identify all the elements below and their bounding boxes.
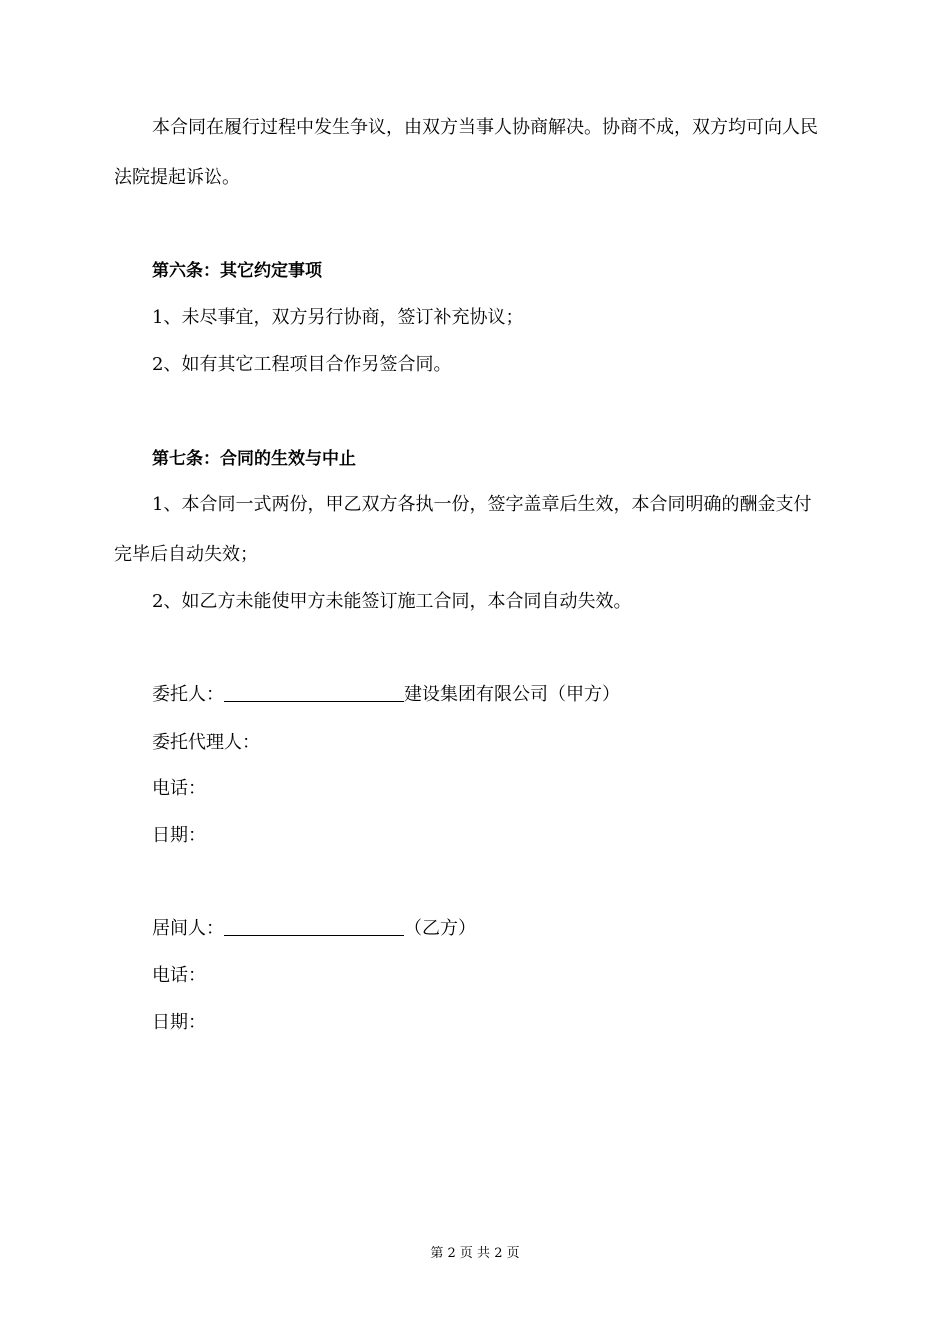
article-6-item-1: 1、未尽事宜，双方另行协商，签订补充协议； <box>152 307 524 328</box>
party-b-date: 日期： <box>152 1012 206 1033</box>
party-a-name-blank <box>224 683 404 702</box>
dispute-paragraph-line-2: 法院提起诉讼。 <box>114 167 240 188</box>
article-7-heading: 第七条：合同的生效与中止 <box>152 449 356 469</box>
dispute-paragraph-line-1: 本合同在履行过程中发生争议，由双方当事人协商解决。协商不成，双方均可向人民 <box>152 117 818 138</box>
article-7-item-2: 2、如乙方未能使甲方未能签订施工合同，本合同自动失效。 <box>152 591 632 612</box>
party-a-phone: 电话： <box>152 778 206 799</box>
party-a-suffix: 建设集团有限公司（甲方） <box>404 684 620 705</box>
party-b-signature-line <box>152 917 476 941</box>
article-6-heading: 第六条：其它约定事项 <box>152 261 322 281</box>
page-footer: 第 2 页 共 2 页 <box>430 1246 520 1261</box>
party-b-phone: 电话： <box>152 965 206 986</box>
article-7-item-1-line-1: 1、本合同一式两份，甲乙双方各执一份，签字盖章后生效，本合同明确的酬金支付 <box>152 494 812 515</box>
article-6-item-2: 2、如有其它工程项目合作另签合同。 <box>152 354 452 375</box>
party-a-date: 日期： <box>152 825 206 846</box>
party-b-suffix: （乙方） <box>404 918 476 939</box>
article-7-item-1-line-2: 完毕后自动失效； <box>114 544 258 565</box>
party-b-label: 居间人： <box>152 918 224 939</box>
party-b-name-blank <box>224 917 404 936</box>
party-a-signature-line <box>152 683 620 707</box>
party-a-label: 委托人： <box>152 684 224 705</box>
party-a-agent: 委托代理人： <box>152 732 260 753</box>
